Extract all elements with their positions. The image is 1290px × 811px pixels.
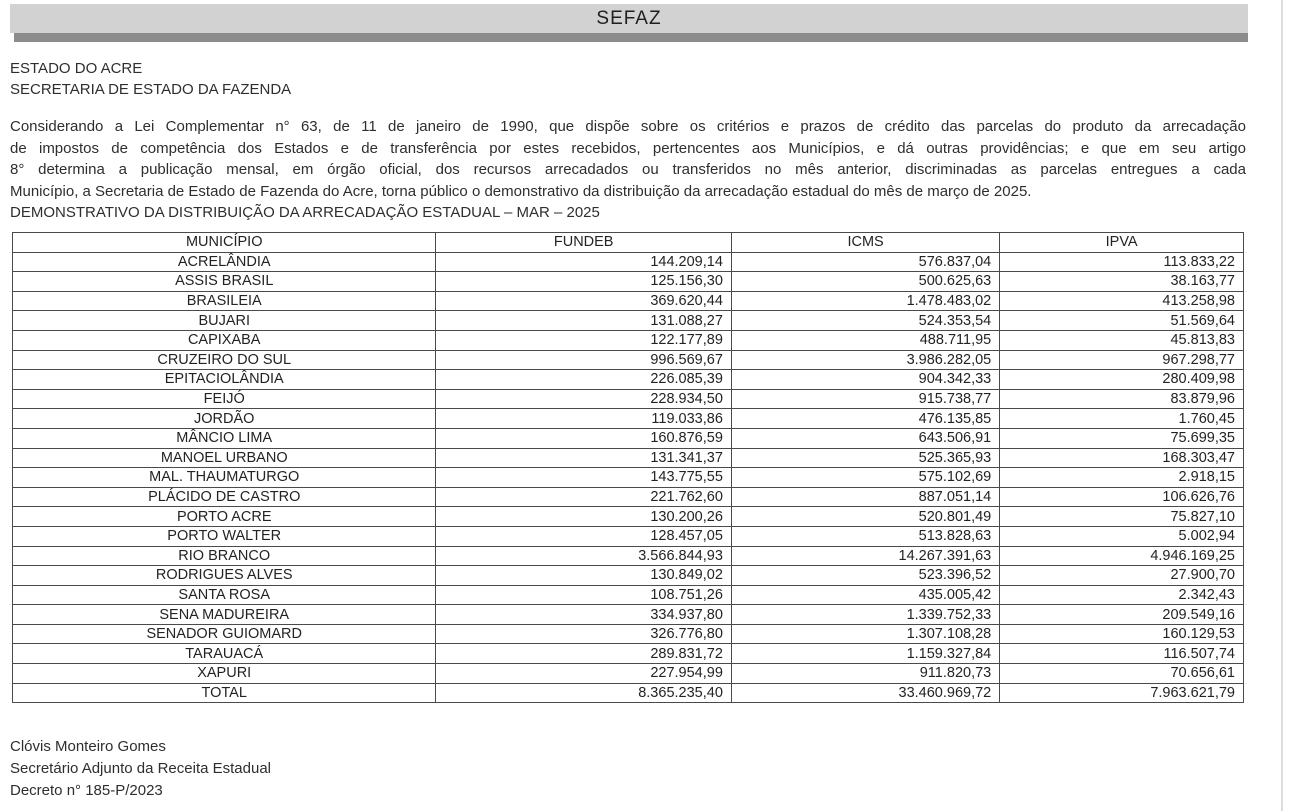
fundeb-value-cell: 8.365.235,40 bbox=[436, 683, 731, 703]
ipva-value-cell: 45.813,83 bbox=[1000, 330, 1244, 350]
fundeb-value-cell: 3.566.844,93 bbox=[436, 546, 731, 566]
municipality-cell: ACRELÂNDIA bbox=[13, 252, 436, 272]
icms-value-cell: 1.159.327,84 bbox=[731, 644, 999, 664]
municipality-cell: RIO BRANCO bbox=[13, 546, 436, 566]
ipva-value-cell: 2.918,15 bbox=[1000, 468, 1244, 488]
signer-title: Secretário Adjunto da Receita Estadual bbox=[10, 760, 271, 777]
icms-value-cell: 643.506,91 bbox=[731, 428, 999, 448]
intro-paragraph bbox=[10, 116, 1246, 224]
fundeb-value-cell: 131.088,27 bbox=[436, 311, 731, 331]
intro-line-2: de impostos de competência dos Estados e de transferência por estes recebidos, pertencentes aos Municípios, e dá outras providências; e que em seu artigo bbox=[10, 139, 1246, 157]
distribution-table-body bbox=[13, 252, 1244, 703]
table-row bbox=[13, 644, 1244, 664]
fundeb-value-cell: 160.876,59 bbox=[436, 428, 731, 448]
ipva-value-cell: 4.946.169,25 bbox=[1000, 546, 1244, 566]
table-row bbox=[13, 605, 1244, 625]
fundeb-value-cell: 125.156,30 bbox=[436, 272, 731, 292]
municipality-cell: CAPIXABA bbox=[13, 330, 436, 350]
municipality-cell: ASSIS BRASIL bbox=[13, 272, 436, 292]
table-row bbox=[13, 546, 1244, 566]
icms-value-cell: 500.625,63 bbox=[731, 272, 999, 292]
page-edge-line bbox=[1281, 0, 1283, 811]
municipality-cell: EPITACIOLÂNDIA bbox=[13, 370, 436, 390]
municipality-cell: TOTAL bbox=[13, 683, 436, 703]
table-title: DEMONSTRATIVO DA DISTRIBUIÇÃO DA ARRECADAÇÃO ESTADUAL – MAR – 2025 bbox=[10, 204, 600, 221]
municipality-cell: MANOEL URBANO bbox=[13, 448, 436, 468]
icms-value-cell: 1.307.108,28 bbox=[731, 624, 999, 644]
fundeb-value-cell: 108.751,26 bbox=[436, 585, 731, 605]
table-row bbox=[13, 526, 1244, 546]
fundeb-value-cell: 227.954,99 bbox=[436, 664, 731, 684]
icms-value-cell: 1.478.483,02 bbox=[731, 291, 999, 311]
fundeb-value-cell: 369.620,44 bbox=[436, 291, 731, 311]
ipva-value-cell: 967.298,77 bbox=[1000, 350, 1244, 370]
icms-value-cell: 488.711,95 bbox=[731, 330, 999, 350]
table-row bbox=[13, 507, 1244, 527]
sefaz-banner bbox=[10, 4, 1248, 33]
icms-value-cell: 576.837,04 bbox=[731, 252, 999, 272]
fundeb-value-cell: 144.209,14 bbox=[436, 252, 731, 272]
ipva-value-cell: 75.827,10 bbox=[1000, 507, 1244, 527]
fundeb-value-cell: 226.085,39 bbox=[436, 370, 731, 390]
table-row bbox=[13, 409, 1244, 429]
ipva-value-cell: 160.129,53 bbox=[1000, 624, 1244, 644]
icms-value-cell: 525.365,93 bbox=[731, 448, 999, 468]
fundeb-value-cell: 326.776,80 bbox=[436, 624, 731, 644]
ipva-value-cell: 70.656,61 bbox=[1000, 664, 1244, 684]
icms-value-cell: 476.135,85 bbox=[731, 409, 999, 429]
intro-line-1: Considerando a Lei Complementar n° 63, de 11 de janeiro de 1990, que dispõe sobre os critérios e prazos de crédito das parcelas do produto da arrecadação bbox=[10, 118, 1246, 135]
ipva-value-cell: 116.507,74 bbox=[1000, 644, 1244, 664]
signer-name: Clóvis Monteiro Gomes bbox=[10, 738, 166, 755]
intro-line-4: Município, a Secretaria de Estado de Fazenda do Acre, torna público o demonstrativo da distribuição da arrecadação estadual do mês de março de 2025. bbox=[10, 182, 1032, 200]
table-row bbox=[13, 311, 1244, 331]
ipva-value-cell: 51.569,64 bbox=[1000, 311, 1244, 331]
fundeb-value-cell: 128.457,05 bbox=[436, 526, 731, 546]
table-row bbox=[13, 448, 1244, 468]
municipality-cell: TARAUACÁ bbox=[13, 644, 436, 664]
org-state-line: ESTADO DO ACRE bbox=[10, 60, 143, 77]
column-header-icms: ICMS bbox=[731, 233, 999, 253]
municipality-cell: PORTO WALTER bbox=[13, 526, 436, 546]
fundeb-value-cell: 130.200,26 bbox=[436, 507, 731, 527]
municipality-cell: SENADOR GUIOMARD bbox=[13, 624, 436, 644]
fundeb-value-cell: 221.762,60 bbox=[436, 487, 731, 507]
table-row bbox=[13, 468, 1244, 488]
ipva-value-cell: 413.258,98 bbox=[1000, 291, 1244, 311]
table-row bbox=[13, 585, 1244, 605]
ipva-value-cell: 106.626,76 bbox=[1000, 487, 1244, 507]
table-row bbox=[13, 291, 1244, 311]
ipva-value-cell: 7.963.621,79 bbox=[1000, 683, 1244, 703]
table-header-row bbox=[13, 233, 1244, 253]
fundeb-value-cell: 119.033,86 bbox=[436, 409, 731, 429]
org-block bbox=[10, 58, 291, 100]
sefaz-banner-title: SEFAZ bbox=[596, 7, 662, 29]
ipva-value-cell: 280.409,98 bbox=[1000, 370, 1244, 390]
icms-value-cell: 915.738,77 bbox=[731, 389, 999, 409]
table-row bbox=[13, 389, 1244, 409]
municipality-cell: SENA MADUREIRA bbox=[13, 605, 436, 625]
table-row bbox=[13, 350, 1244, 370]
ipva-value-cell: 113.833,22 bbox=[1000, 252, 1244, 272]
table-row bbox=[13, 487, 1244, 507]
icms-value-cell: 887.051,14 bbox=[731, 487, 999, 507]
icms-value-cell: 3.986.282,05 bbox=[731, 350, 999, 370]
org-secretary-line: SECRETARIA DE ESTADO DA FAZENDA bbox=[10, 81, 292, 98]
signature-block bbox=[10, 736, 271, 802]
icms-value-cell: 575.102,69 bbox=[731, 468, 999, 488]
icms-value-cell: 1.339.752,33 bbox=[731, 605, 999, 625]
fundeb-value-cell: 228.934,50 bbox=[436, 389, 731, 409]
ipva-value-cell: 75.699,35 bbox=[1000, 428, 1244, 448]
municipality-cell: BRASILEIA bbox=[13, 291, 436, 311]
fundeb-value-cell: 334.937,80 bbox=[436, 605, 731, 625]
table-row bbox=[13, 428, 1244, 448]
icms-value-cell: 435.005,42 bbox=[731, 585, 999, 605]
municipality-cell: MAL. THAUMATURGO bbox=[13, 468, 436, 488]
municipality-cell: BUJARI bbox=[13, 311, 436, 331]
banner-shadow-rule bbox=[14, 33, 1248, 42]
total-row bbox=[13, 683, 1244, 703]
municipality-cell: JORDÃO bbox=[13, 409, 436, 429]
column-header-fundeb: FUNDEB bbox=[436, 233, 731, 253]
ipva-value-cell: 1.760,45 bbox=[1000, 409, 1244, 429]
ipva-value-cell: 2.342,43 bbox=[1000, 585, 1244, 605]
distribution-table bbox=[12, 232, 1244, 703]
table-row bbox=[13, 252, 1244, 272]
ipva-value-cell: 83.879,96 bbox=[1000, 389, 1244, 409]
fundeb-value-cell: 130.849,02 bbox=[436, 566, 731, 586]
municipality-cell: RODRIGUES ALVES bbox=[13, 566, 436, 586]
icms-value-cell: 524.353,54 bbox=[731, 311, 999, 331]
table-row bbox=[13, 330, 1244, 350]
ipva-value-cell: 5.002,94 bbox=[1000, 526, 1244, 546]
table-row bbox=[13, 566, 1244, 586]
fundeb-value-cell: 131.341,37 bbox=[436, 448, 731, 468]
column-header-ipva: IPVA bbox=[1000, 233, 1244, 253]
icms-value-cell: 523.396,52 bbox=[731, 566, 999, 586]
icms-value-cell: 911.820,73 bbox=[731, 664, 999, 684]
icms-value-cell: 520.801,49 bbox=[731, 507, 999, 527]
icms-value-cell: 14.267.391,63 bbox=[731, 546, 999, 566]
fundeb-value-cell: 122.177,89 bbox=[436, 330, 731, 350]
icms-value-cell: 904.342,33 bbox=[731, 370, 999, 390]
fundeb-value-cell: 143.775,55 bbox=[436, 468, 731, 488]
ipva-value-cell: 27.900,70 bbox=[1000, 566, 1244, 586]
municipality-cell: PORTO ACRE bbox=[13, 507, 436, 527]
column-header-municipio: MUNICÍPIO bbox=[13, 233, 436, 253]
table-row bbox=[13, 272, 1244, 292]
fundeb-value-cell: 996.569,67 bbox=[436, 350, 731, 370]
decree-number: Decreto n° 185-P/2023 bbox=[10, 782, 163, 799]
table-row bbox=[13, 370, 1244, 390]
icms-value-cell: 33.460.969,72 bbox=[731, 683, 999, 703]
municipality-cell: XAPURI bbox=[13, 664, 436, 684]
ipva-value-cell: 38.163,77 bbox=[1000, 272, 1244, 292]
ipva-value-cell: 209.549,16 bbox=[1000, 605, 1244, 625]
icms-value-cell: 513.828,63 bbox=[731, 526, 999, 546]
municipality-cell: SANTA ROSA bbox=[13, 585, 436, 605]
table-row bbox=[13, 624, 1244, 644]
fundeb-value-cell: 289.831,72 bbox=[436, 644, 731, 664]
intro-line-3: 8° determina a publicação mensal, em órgão oficial, dos recursos arrecadados ou transferidos no mês anterior, discriminadas as parcelas entregues a cada bbox=[10, 161, 1246, 178]
municipality-cell: CRUZEIRO DO SUL bbox=[13, 350, 436, 370]
ipva-value-cell: 168.303,47 bbox=[1000, 448, 1244, 468]
municipality-cell: MÂNCIO LIMA bbox=[13, 428, 436, 448]
municipality-cell: FEIJÓ bbox=[13, 389, 436, 409]
table-row bbox=[13, 664, 1244, 684]
municipality-cell: PLÁCIDO DE CASTRO bbox=[13, 487, 436, 507]
